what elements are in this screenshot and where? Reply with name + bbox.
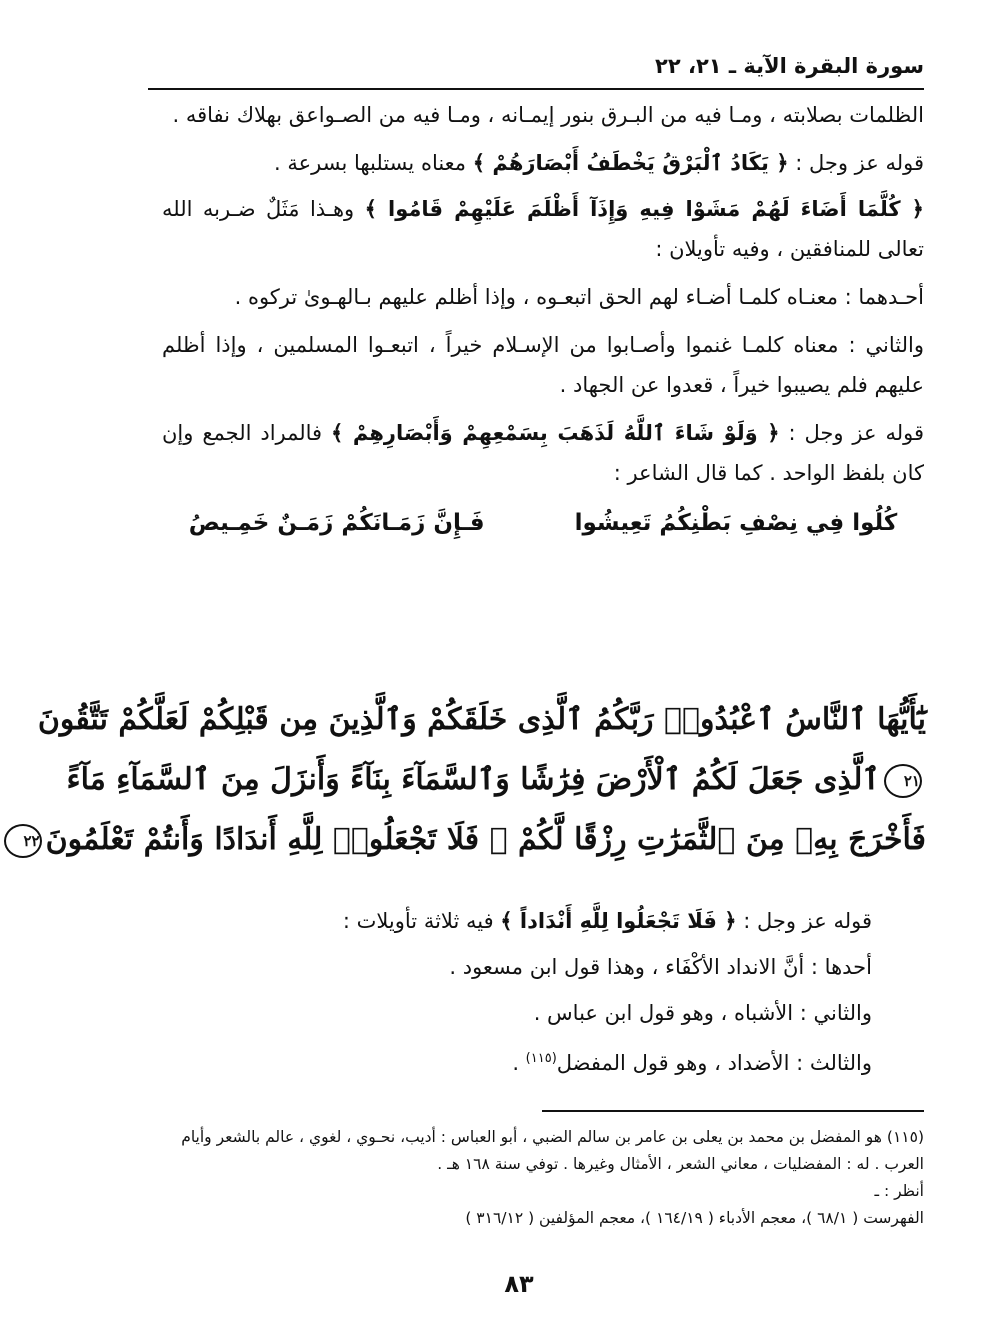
verse-hemistich-right: كُلُوا فِي نِصْفِ بَطْنِكُمُ تَعِيشُوا: [574, 510, 898, 536]
verse-hemistich-left: فَـإِنَّ زَمَـانَكُمْ زَمَـنٌ خَمِـيصُ: [188, 510, 485, 536]
paragraph-2-rest: معناه يستلبها بسرعة .: [274, 151, 473, 175]
paragraph-6-rest: فالمراد الجمع وإن كان بلفظ الواحد . كما قال الشاعر :: [162, 421, 924, 485]
ayah-marker-22: ٢٢: [4, 824, 42, 858]
commentary-1-intro: قوله عز وجل :: [736, 909, 872, 933]
quran-line-1: يَٰٓأَيُّهَا ٱلنَّاسُ ٱعْبُدُوا۟ رَبَّكُمُ ٱلَّذِى خَلَقَكُمْ وَٱلَّذِينَ مِن قَبْلِكُمْ لَعَلَّكُمْ تَتَّقُونَ: [37, 702, 926, 737]
commentary-1-rest: فيه ثلاثة تأويلات :: [342, 909, 501, 933]
paragraph-6-intro: قوله عز وجل :: [779, 421, 924, 445]
paragraph-1: الظلمات بصلابته ، ومـا فيه من البـرق بنور إيمـانه ، ومـا فيه من الصـواعق بهلاك نفاقه .: [172, 103, 924, 127]
quran-line-3: فَأَخْرَجَ بِهِۦ مِنَ ٱلثَّمَرَٰتِ رِزْقًا لَّكُمْ ۖ فَلَا تَجْعَلُوا۟ لِلَّهِ أَندَادًا وَأَنتُمْ تَعْلَمُونَ: [45, 822, 926, 857]
commentary-4-text: والثالث : الأضداد ، وهو قول المفضل: [556, 1051, 872, 1075]
poetry-verse: [162, 503, 924, 543]
commentary-1: [312, 898, 872, 944]
paragraph-2-intro: قوله عز وجل :: [788, 151, 924, 175]
book-page: [23, 0, 986, 1335]
footnote-115: (١١٥) هو المفضل بن محمد بن يعلى بن عامر بن سالم الضبي ، أبو العباس : أديب، نحـوي ، لغوي ، عالم بالشعر وأيام العرب . له : المفضليات ، معاني الشعر ، الأمثال وغيرها . توفي سنة ١٦٨ هـ .: [181, 1128, 924, 1173]
footnote-sources: الفهرست ( ٦٨/١ )، معجم الأدباء ( ١٦٤/١٩ )، معجم المؤلفين ( ٣١٦/١٢ ): [465, 1209, 924, 1227]
paragraph-4: أحـدهما : معنـاه كلمـا أضـاء لهم الحق اتبعـوه ، وإذا أظلم عليهم بـالهـوىٰ تركوه .: [234, 285, 924, 309]
commentary-4: [312, 1036, 872, 1086]
paragraph-3-quran: ﴿ كُلَّمَا أَضَاءَ لَهُمْ مَشَوْا فِيهِ وَإِذَآ أَظْلَمَ عَلَيْهِمْ قَامُوا ﴾: [364, 197, 924, 221]
paragraph-2-quran: ﴿ يَكَادُ ٱلْبَرْقُ يَخْطَفُ أَبْصَارَهُمْ ﴾: [472, 151, 789, 175]
footnote-reference: (١١٥): [525, 1051, 557, 1066]
commentary-4-end: .: [512, 1051, 526, 1075]
paragraph-3-rest: وهـذا مَثَلٌ ضـربه الله تعالى للمنافقين ، وفيه تأويلان :: [162, 197, 924, 261]
paragraph-3: [162, 189, 924, 269]
paragraph-2: [162, 143, 924, 183]
commentary-2: أحدها : أنَّ الانداد الأكْفَاء ، وهذا قول ابن مسعود .: [449, 955, 872, 979]
ayah-marker-21: ٢١: [884, 764, 922, 798]
commentary-3: والثاني : الأشباه ، وهو قول ابن عباس .: [533, 1001, 872, 1025]
quran-line-2: ٱلَّذِى جَعَلَ لَكُمُ ٱلْأَرْضَ فِرَٰشًا وَٱلسَّمَآءَ بِنَآءً وَأَنزَلَ مِنَ ٱلسَّمَآءِ مَآءً: [66, 762, 880, 797]
body-text: [162, 95, 924, 543]
quran-line-3-wrap: [23, 810, 926, 870]
quran-line-2-wrap: [66, 750, 926, 810]
commentary: [312, 898, 872, 1086]
footnotes: [176, 1124, 924, 1232]
commentary-1-quran: ﴿ فَلَا تَجْعَلُوا لِلَّهِ أَنْدَاداً ﴾: [500, 909, 737, 933]
page-number: ٨٣: [504, 1270, 534, 1298]
paragraph-6-quran: ﴿ وَلَوْ شَاءَ ٱللَّهُ لَذَهَبَ بِسَمْعِهِمْ وَأَبْصَارِهِمْ ﴾: [331, 421, 780, 445]
footnote-see-also: أنظر : ـ: [874, 1182, 924, 1200]
header-title: سورة البقرة الآية ـ ٢١، ٢٢: [655, 54, 924, 78]
quran-verses-block: [23, 690, 926, 870]
running-header: [148, 48, 924, 90]
paragraph-6: [162, 413, 924, 493]
paragraph-5: والثاني : معناه كلمـا غنموا وأصـابوا من الإسـلام خيراً ، اتبعـوا المسلمين ، وإذا أظلم عليهم فلم يصيبوا خيراً ، قعدوا عن الجهاد .: [162, 333, 924, 397]
footnote-divider: [542, 1110, 924, 1112]
